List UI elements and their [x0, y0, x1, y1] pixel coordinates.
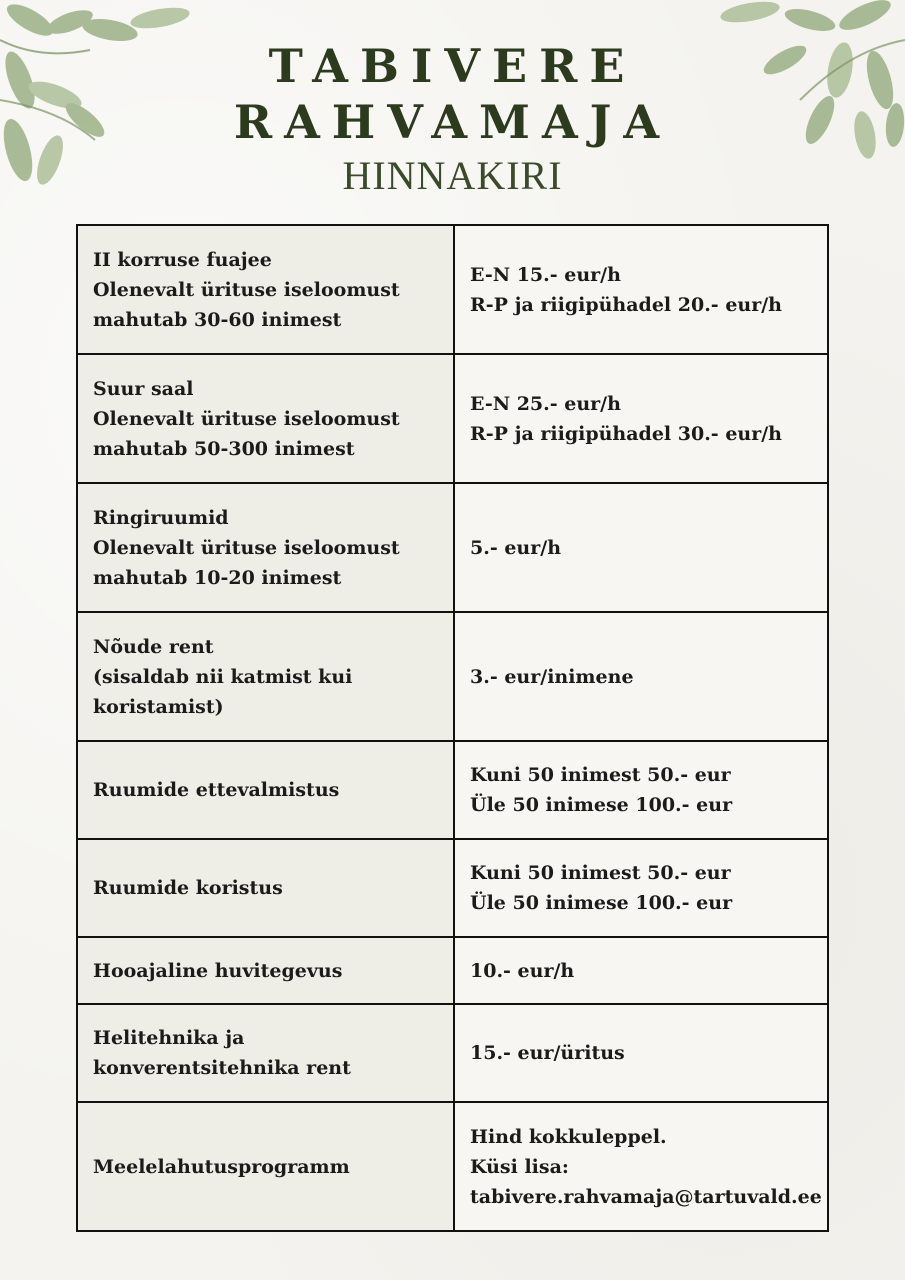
service-cell [77, 839, 454, 937]
service-line: Meelelahutusprogramm [93, 1155, 350, 1178]
page-header [0, 38, 905, 200]
price-cell [454, 1102, 828, 1231]
price-cell [454, 937, 828, 1004]
service-cell [77, 483, 454, 612]
price-cell [454, 741, 828, 839]
service-line: mahutab 30-60 inimest [93, 308, 342, 331]
service-line: Suur saal [93, 377, 194, 400]
table-row [77, 354, 828, 483]
price-line: Kuni 50 inimest 50.- eur [470, 764, 731, 786]
price-cell [454, 225, 828, 354]
service-line: koristamist) [93, 695, 224, 718]
service-line: mahutab 10-20 inimest [93, 566, 342, 589]
service-line: (sisaldab nii katmist kui [93, 665, 353, 688]
service-line: Ruumide ettevalmistus [93, 779, 340, 801]
price-cell [454, 1004, 828, 1102]
service-cell [77, 937, 454, 1004]
service-cell [77, 225, 454, 354]
service-cell [77, 1004, 454, 1102]
price-line: Üle 50 inimese 100.- eur [470, 892, 733, 914]
price-line: Kuni 50 inimest 50.- eur [470, 862, 731, 884]
price-line: E-N 15.- eur/h [470, 263, 621, 286]
table-row [77, 937, 828, 1004]
service-line: Nõude rent [93, 635, 214, 658]
service-line: Olenevalt ürituse iseloomust [93, 536, 400, 559]
price-line: 15.- eur/üritus [470, 1042, 625, 1064]
table-row [77, 1102, 828, 1231]
price-line: 10.- eur/h [470, 959, 575, 982]
contact-email[interactable]: tabivere.rahvamaja@tartuvald.ee [470, 1185, 822, 1208]
service-line: Helitehnika ja [93, 1027, 245, 1049]
service-line: Ruumide koristus [93, 877, 283, 899]
page-subtitle: HINNAKIRI [342, 153, 563, 198]
table-row [77, 483, 828, 612]
service-cell [77, 612, 454, 741]
price-line: R-P ja riigipühadel 30.- eur/h [470, 422, 782, 445]
price-table [76, 224, 829, 1232]
service-cell [77, 354, 454, 483]
service-cell [77, 1102, 454, 1231]
price-line: R-P ja riigipühadel 20.- eur/h [470, 293, 782, 316]
title-line-1: TABIVERE [268, 39, 637, 93]
price-line: Üle 50 inimese 100.- eur [470, 794, 733, 816]
title-line-2: RAHVAMAJA [233, 95, 672, 149]
price-cell [454, 612, 828, 741]
table-row [77, 612, 828, 741]
price-cell [454, 839, 828, 937]
price-line: Hind kokkuleppel. [470, 1125, 667, 1148]
service-cell [77, 741, 454, 839]
service-line: Ringiruumid [93, 506, 229, 529]
price-line: E-N 25.- eur/h [470, 392, 621, 415]
service-line: II korruse fuajee [93, 248, 272, 271]
table-row [77, 225, 828, 354]
price-cell [454, 354, 828, 483]
service-line: Olenevalt ürituse iseloomust [93, 278, 400, 301]
table-row [77, 839, 828, 937]
price-line: 3.- eur/inimene [470, 665, 634, 688]
service-line: Olenevalt ürituse iseloomust [93, 407, 400, 430]
service-line: mahutab 50-300 inimest [93, 437, 355, 460]
service-line: konverentsitehnika rent [93, 1057, 351, 1079]
price-line: 5.- eur/h [470, 536, 562, 559]
table-row [77, 1004, 828, 1102]
service-line: Hooajaline huvitegevus [93, 959, 343, 982]
price-cell [454, 483, 828, 612]
table-row [77, 741, 828, 839]
price-line: Küsi lisa: [470, 1155, 569, 1178]
